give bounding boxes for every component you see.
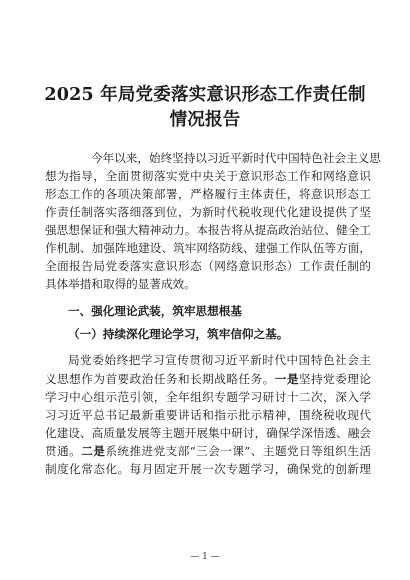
intro-line: 今年以来，始终坚持以习近平新时代中国特色社会主义思: [91, 151, 381, 165]
body-line: 习习近平总书记最新重要讲话和指示批示精神，围绕税收现代: [45, 408, 371, 422]
body-line: 局党委始终把学习宣传贯彻习近平新时代中国特色社会主: [68, 353, 371, 367]
body-line: 制度化常态化。每月固定开展一次专题学习，确保党的创新理: [45, 462, 371, 476]
intro-line: 作责任制落实落细落到位，为新时代税收现代化建设提供了坚: [45, 205, 371, 219]
page-number: — 1 —: [190, 552, 220, 562]
body-line: 学习中心组示范引领，全年组织专题学习研讨十二次，深入学: [45, 390, 371, 404]
body-line: 化建设、高质量发展等主题开展集中研讨，确保学深悟透、融会: [45, 426, 371, 440]
emphasis-text: 二是: [81, 444, 106, 458]
intro-line: 强思想保证和强大精神动力。本报告将从提高政治站位、健全工: [45, 223, 371, 237]
intro-line: 具体举措和取得的显著成效。: [45, 277, 196, 291]
emphasis-text: 一是: [274, 372, 299, 386]
intro-line: 想为指导，全面贯彻落实党中央关于意识形态工作和网络意识: [45, 169, 371, 183]
section-heading: 一、强化理论武装，筑牢思想根基: [68, 304, 242, 318]
intro-line: 形态工作的各项决策部署，严格履行主体责任，将意识形态工: [45, 187, 371, 201]
subsection-heading: （一）持续深化理论学习，筑牢信仰之基。: [68, 327, 289, 341]
body-line: 贯通。二是系统推进党支部“三会一课”、主题党日等组织生活: [45, 444, 371, 458]
document-title-line-2: 情况报告: [169, 110, 241, 130]
body-line: 义思想作为首要政治任务和长期战略任务。一是坚持党委理论: [45, 372, 371, 386]
document-title-line-1: 2025 年局党委落实意识形态工作责任制: [44, 85, 366, 105]
intro-line: 全面报告局党委落实意识形态（网络意识形态）工作责任制的: [45, 259, 371, 273]
intro-line: 作机制、加强阵地建设、筑牢网络防线、建强工作队伍等方面，: [45, 241, 371, 255]
